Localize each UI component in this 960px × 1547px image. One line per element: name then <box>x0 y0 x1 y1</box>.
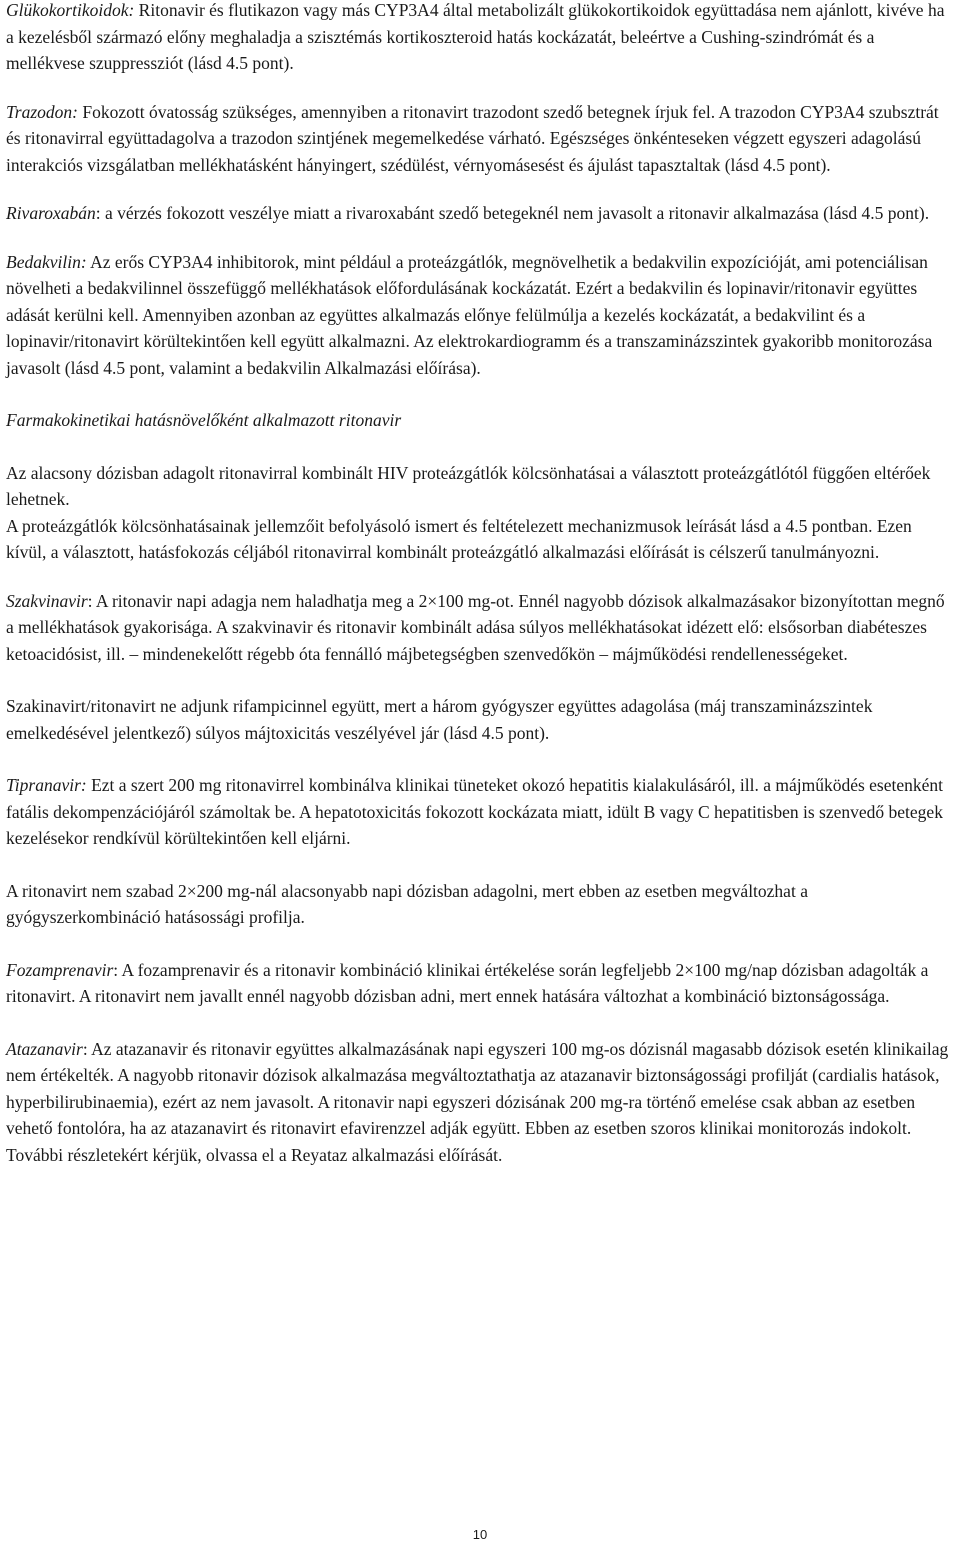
paragraph-saquinavir-rifampicin <box>6 693 954 746</box>
paragraph-text: Ritonavir és flutikazon vagy más CYP3A4 által metabolizált glükokortikoidok együttadása nem ajánlott, kivéve ha a kezelésből származó előny meghaladja a szisztémás kortikoszteroid hatás kockázatát, beleértve a Cushing-szindrómát és a mellékvese szuppressziót (lásd 4.5 pont). <box>6 0 945 73</box>
paragraph-saquinavir <box>6 588 954 668</box>
section-heading: Farmakokinetikai hatásnövelőként alkalmazott ritonavir <box>6 410 402 430</box>
page-number: 10 <box>472 1527 488 1542</box>
term-label: Atazanavir <box>6 1038 83 1059</box>
paragraph-text: : a vérzés fokozott veszélye miatt a rivaroxabánt szedő betegeknél nem javasolt a ritonavir alkalmazása (lásd 4.5 pont). <box>95 203 930 223</box>
paragraph-rivaroxaban <box>6 200 954 227</box>
paragraph-tipranavir <box>6 772 954 852</box>
paragraph-glucocorticoids <box>6 0 954 77</box>
paragraph-atazanavir <box>6 1036 954 1169</box>
paragraph-text: A ritonavirt nem szabad 2×200 mg-nál alacsonyabb napi dózisban adagolni, mert ebben az esetben megváltozhat a gyógyszerkombináció hatásossági profilja. <box>6 880 808 927</box>
paragraph-bedaquiline <box>6 249 954 382</box>
term-label: Tipranavir: <box>6 775 87 795</box>
paragraph-fosamprenavir <box>6 957 954 1010</box>
term-label: Bedakvilin: <box>6 251 87 272</box>
paragraph-tipranavir-dose <box>6 878 954 931</box>
document-page <box>6 0 954 1168</box>
paragraph-text: Ezt a szert 200 mg ritonavirrel kombinálva klinikai tüneteket okozó hepatitis kialakulásáról, ill. a májműködés esetenként fatális dekompenzációjáról számoltak be. A hepatotoxicitás fokozott kockázata miatt, idült B vagy C hepatitisben is szenvedő betegek kezelésekor rendkívül körültekintően kell eljárni. <box>6 775 943 848</box>
term-label: Trazodon: <box>6 101 78 122</box>
paragraph-text: Az erős CYP3A4 inhibitorok, mint például a proteázgátlók, megnövelhetik a bedakvilin expozícióját, ami potenciálisan növelheti a bedakvilinnel összefüggő mellékhatások előfordulásának kockázatát. Ezért a bedakvilin és lopinavir/ritonavir együttes adását kerülni kell. Amennyiben azonban az együttes alkalmazás előnye felülmúlja a kezelés kockázatát, a bedakvilint és a lopinavir/ritonavirt körültekintően kell együtt alkalmazni. Az elektrokardiogramm és a transzaminázszintek gyakoribb monitorozása javasolt (lásd 4.5 pont, valamint a bedakvilin Alkalmazási előírása). <box>6 251 933 378</box>
paragraph-text: : Az atazanavir és ritonavir együttes alkalmazásának napi egyszeri 100 mg-os dózisnál magasabb dózisok esetén klinikailag nem értékelték. A nagyobb ritonavir dózisok alkalmazása megváltoztathatja az atazanavir biztonságossági profilját (cardialis hatások, hyperbilirubinaemia), ezért az nem javasolt. A ritonavir napi egyszeri dózisának 200 mg-ra történő emelése csak abban az esetben vehető fontolóra, ha az atazanavirt és ritonavirt efavirenzzel adják együtt. Ebben az esetben szoros klinikai monitorozás indokolt. További részletekért kérjük, olvassa el a Reyataz alkalmazási előírását. <box>6 1038 949 1165</box>
term-label: Rivaroxabán <box>6 203 96 223</box>
term-label: Szakvinavir <box>6 590 88 611</box>
intro-line-2: A proteázgátlók kölcsönhatásainak jellemzőit befolyásoló ismert és feltételezett mechanizmusok leírását lásd a 4.5 pontban. Ezen kívül, a választott, hatásfokozás céljából ritonavirral kombinált proteázgátló alkalmazási előírását is célszerű tanulmányozni. <box>6 515 912 562</box>
paragraph-text: Szakinavirt/ritonavirt ne adjunk rifampicinnel együtt, mert a három gyógyszer együttes adagolása (máj transzaminázszintek emelkedésével jelentkező) súlyos májtoxicitás veszélyével jár (lásd 4.5 pont). <box>6 696 873 743</box>
paragraph-text: : A ritonavir napi adagja nem haladhatja meg a 2×100 mg-ot. Ennél nagyobb dózisok alkalmazásakor bizonyítottan megnő a mellékhatások gyakorisága. A szakvinavir és ritonavir kombinált adása súlyos mellékhatásokat idézett elő: elsősorban diabéteszes ketoacidósist, ill. – mindenekelőtt régebb óta fennálló májbetegségben szenvedőkön – májműködési rendellenességeket. <box>6 590 945 664</box>
intro-line-1: Az alacsony dózisban adagolt ritonavirral kombinált HIV proteázgátlók kölcsönhatásai a választott proteázgátlótól függően eltérőek lehetnek. <box>6 462 931 509</box>
paragraph-text: Fokozott óvatosság szükséges, amennyiben a ritonavirt trazodont szedő betegnek írjuk fel. A trazodon CYP3A4 szubsztrát és ritonavirral együttadagolva a trazodon szintjének megemelkedése várható. Egészséges önkénteseken végzett egyszeri adagolású interakciós vizsgálatban mellékhatásként hányingert, szédülést, vérnyomásesést és ájulást tapasztaltak (lásd 4.5 pont). <box>6 101 939 175</box>
paragraph-trazodone <box>6 99 954 179</box>
term-label: Fozamprenavir <box>6 959 114 980</box>
term-label: Glükokortikoidok: <box>6 0 135 20</box>
paragraph-text: : A fozamprenavir és a ritonavir kombináció klinikai értékelése során legfeljebb 2×100 mg/nap dózisban adagolták a ritonavirt. A ritonavirt nem javallt ennél nagyobb dózisban adni, mert ennek hatására változhat a kombináció biztonságossága. <box>6 959 929 1006</box>
